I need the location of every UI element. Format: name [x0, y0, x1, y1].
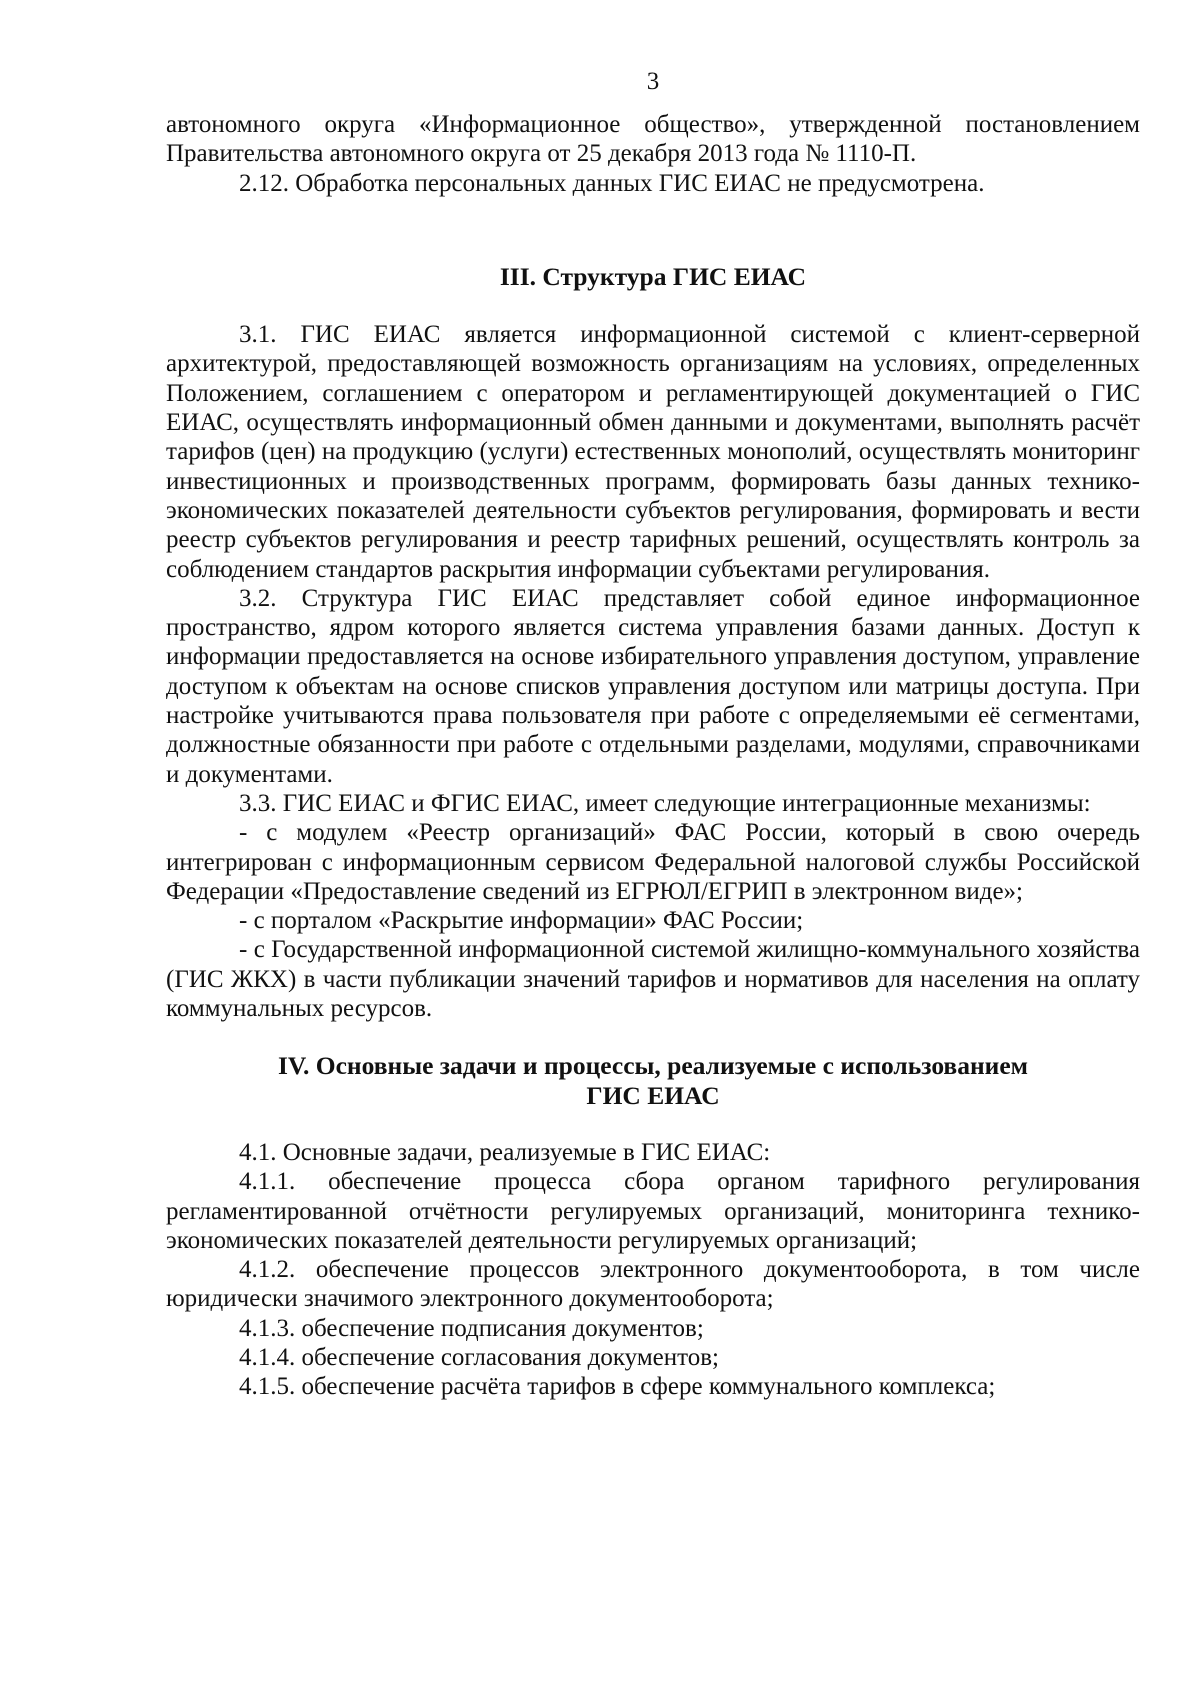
- paragraph-4-1-1: 4.1.1. обеспечение процесса сбора органом тарифного регулирования регламентированной отчётности регулируемых организаций, мониторинга технико-экономических показателей деятельности регулируемых организаций;: [166, 1168, 1140, 1254]
- paragraph-2-12: 2.12. Обработка персональных данных ГИС ЕИАС не предусмотрена.: [239, 169, 985, 197]
- paragraph-3-1: 3.1. ГИС ЕИАС является информационной системой с клиент-серверной архитектурой, предоставляющей возможность организациям на условиях, определенных Положением, соглашением с оператором и регламентирующей документацией о ГИС ЕИАС, осуществлять информационный обмен данными и документами, выполнять расчёт тарифов (цен) на продукцию (услуги) естественных монополий, осуществлять мониторинг инвестиционных и производственных программ, формировать базы данных технико-экономических показателей деятельности субъектов регулирования, формировать и вести реестр субъектов регулирования и реестр тарифных решений, осуществлять контроль за соблюдением стандартов раскрытия информации субъектами регулирования.: [166, 321, 1140, 583]
- list-item-integration-registry: - с модулем «Реестр организаций» ФАС России, который в свою очередь интегрирован с информационным сервисом Федеральной налоговой службы Российской Федерации «Предоставление сведений из ЕГРЮЛ/ЕГРИП в электронном виде»;: [166, 819, 1140, 905]
- section-4-heading: [166, 1051, 1140, 1110]
- paragraph-4-1-2: 4.1.2. обеспечение процессов электронного документооборота, в том числе юридически значимого электронного документооборота;: [166, 1256, 1140, 1313]
- list-item-integration-disclosure: - с порталом «Раскрытие информации» ФАС России;: [239, 907, 804, 935]
- paragraph-4-1-5: 4.1.5. обеспечение расчёта тарифов в сфере коммунального комплекса;: [239, 1373, 996, 1401]
- paragraph-3-3: 3.3. ГИС ЕИАС и ФГИС ЕИАС, имеет следующие интеграционные механизмы:: [239, 789, 1091, 817]
- paragraph-4-1: 4.1. Основные задачи, реализуемые в ГИС ЕИАС:: [239, 1138, 771, 1166]
- section-3-heading: III. Структура ГИС ЕИАС: [499, 261, 807, 291]
- list-item-integration-gis-zhkh: - с Государственной информационной системой жилищно-коммунального хозяйства (ГИС ЖКХ) в части публикации значений тарифов и нормативов для населения на оплату коммунальных ресурсов.: [166, 936, 1140, 1023]
- paragraph-3-2: 3.2. Структура ГИС ЕИАС представляет собой единое информационное пространство, ядром которого является система управления базами данных. Доступ к информации предоставляется на основе избирательного управления доступом, управление доступом к объектам на основе списков управления доступом или матрицы доступа. При настройке учитываются права пользователя при работе с определяемыми её сегментами, должностные обязанности при работе с отдельными разделами, модулями, справочниками и документами.: [166, 584, 1140, 788]
- paragraph-4-1-4: 4.1.4. обеспечение согласования документов;: [239, 1343, 719, 1371]
- paragraph-intro-continuation: автономного округа «Информационное общество», утвержденной постановлением Правительства автономного округа от 25 декабря 2013 года № 1110-П.: [166, 111, 1140, 168]
- page-number: 3: [646, 68, 660, 95]
- section-4-heading-line-2: ГИС ЕИАС: [586, 1080, 720, 1110]
- document-body: [166, 110, 1140, 1402]
- paragraph-4-1-3: 4.1.3. обеспечение подписания документов;: [239, 1314, 704, 1342]
- section-4-heading-line-1: IV. Основные задачи и процессы, реализуемые с использованием: [277, 1051, 1029, 1081]
